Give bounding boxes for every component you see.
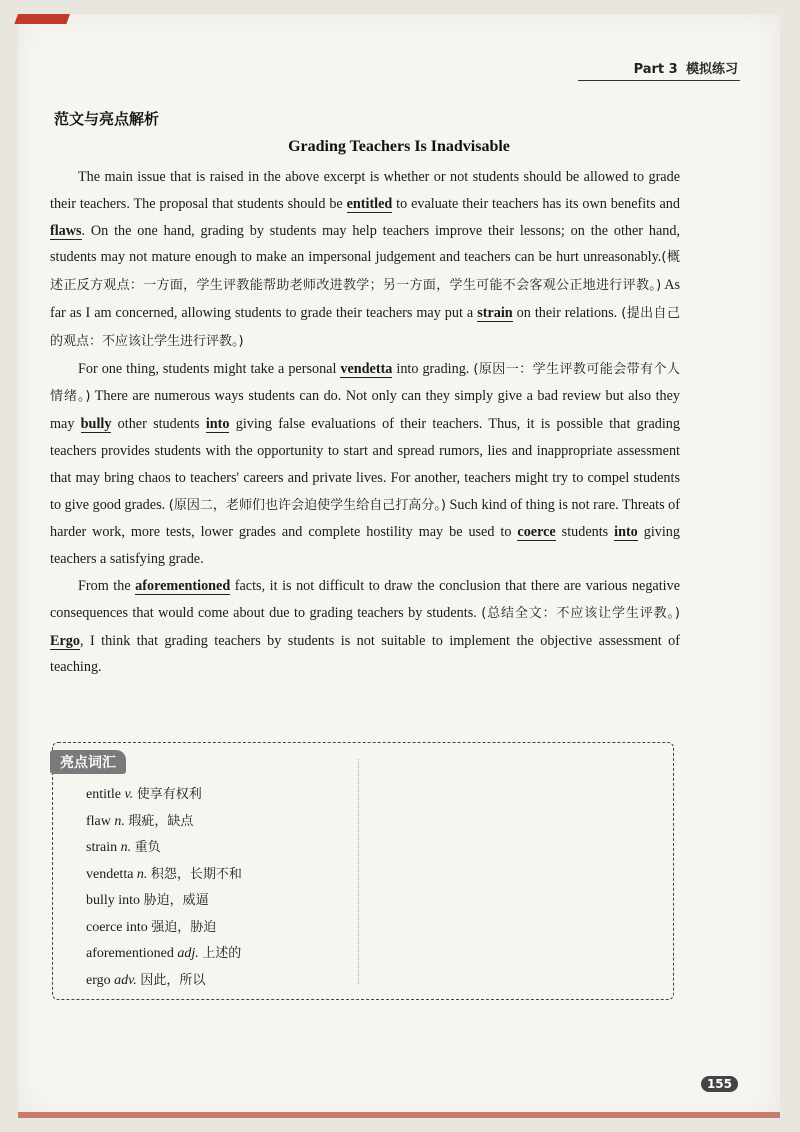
essay-title: Grading Teachers Is Inadvisable	[288, 138, 510, 155]
header-rule	[578, 80, 740, 81]
text-run: on their relations.	[512, 304, 622, 321]
vocab-word: flaw	[86, 813, 111, 829]
vocab-word: strain	[86, 840, 118, 855]
text-run: giving teachers a satisfying grade.	[50, 524, 680, 568]
chinese-annotation: (总结全文：不应该让学生评教。)	[481, 605, 680, 621]
running-head	[634, 58, 738, 77]
text-run: For one thing, students might take a personal	[78, 360, 341, 377]
text-run: The main issue that is raised in the above excerpt is whether or not students should be allowed to grade their teachers. The proposal that students should be	[50, 169, 680, 212]
vocab-pos: v.	[124, 787, 134, 802]
chinese-annotation: (概述正反方观点：一方面，学生评教能帮助老师改进教学；另一方面，学生可能不会客观公正地进行评教。)	[50, 250, 680, 294]
vocab-item	[86, 888, 242, 915]
vocab-def: 积怨，长期不和	[150, 866, 242, 882]
vocab-word: vendetta	[86, 866, 134, 882]
vocab-word: coerce into	[86, 919, 148, 935]
vocab-def: 使享有权利	[136, 787, 202, 802]
vocab-list	[86, 782, 242, 994]
vocab-item	[86, 862, 242, 889]
vocab-def: 瑕疵，缺点	[128, 813, 194, 829]
chinese-annotation: (提出自己的观点：不应该让学生进行评教。)	[50, 305, 680, 349]
vocab-pos: n.	[120, 840, 132, 855]
section-title: 范文与亮点解析	[54, 110, 160, 128]
paragraph-2	[50, 356, 680, 573]
text-run: From the	[78, 577, 136, 594]
text-run: students	[555, 524, 615, 541]
keyword-vendetta: vendetta	[340, 360, 393, 377]
vocab-word: ergo	[86, 972, 111, 988]
vocab-def: 上述的	[202, 946, 242, 961]
chinese-annotation: (原因一：学生评教可能会带有个人情绪。)	[50, 361, 680, 405]
essay-body	[50, 164, 680, 681]
text-run: to evaluate their teachers has its own benefits and	[392, 195, 680, 212]
text-run: giving false evaluations of their teachers. Thus, it is possible that grading teachers provides students with the opportunity to start and spread rumors, lies and inappropriate assessment that may bring chaos to teachers' careers and private lives. For another, teachers might try to compel students to give good grades.	[50, 416, 680, 513]
text-run: As far as I am concerned, allowing students to grade their teachers may put a	[50, 277, 681, 321]
page-number: 155	[701, 1076, 738, 1092]
vocab-def: 胁迫，威逼	[143, 893, 209, 908]
vocab-word: bully into	[86, 893, 141, 908]
chinese-annotation: (原因二，老师们也许会迫使学生给自己打高分。)	[168, 497, 446, 513]
vocab-tag: 亮点词汇	[50, 750, 126, 774]
paragraph-3	[50, 573, 680, 681]
vocab-def: 强迫，胁迫	[151, 919, 217, 935]
vocab-word: entitle	[86, 787, 121, 802]
vocab-item	[86, 809, 242, 836]
vocab-item	[86, 835, 242, 862]
book-page	[18, 14, 780, 1118]
keyword-flaws: flaws	[50, 222, 82, 239]
vocab-pos: adv.	[114, 972, 137, 988]
vocab-pos: adj.	[177, 946, 199, 961]
text-run: . On the one hand, grading by students may help teachers improve their lessons; on the other hand, students may not mature enough to make an impersonal judgement and teachers can be hurt unreasonably.	[50, 222, 680, 266]
vocab-pos: n.	[136, 866, 148, 882]
vocab-item	[86, 941, 242, 968]
keyword-ergo: Ergo	[50, 632, 80, 649]
keyword-strain: strain	[477, 304, 513, 321]
part-label: Part 3	[633, 62, 678, 77]
text-run: other students	[111, 416, 206, 433]
bottom-stripe	[18, 1112, 780, 1118]
keyword-coerce: coerce	[517, 524, 556, 541]
corner-mark	[14, 14, 70, 24]
vocab-word: aforementioned	[86, 946, 174, 961]
keyword-bully: bully	[80, 416, 112, 433]
text-run: , I think that grading teachers by students is not suitable to implement the objective assessment of teaching.	[50, 632, 680, 676]
keyword-into: into	[614, 524, 638, 541]
vocab-pos: n.	[114, 813, 125, 829]
keyword-entitled: entitled	[346, 195, 393, 212]
vocab-def: 重负	[134, 840, 161, 855]
text-run: into grading.	[392, 360, 474, 377]
section-label: 模拟练习	[685, 62, 738, 77]
keyword-into: into	[205, 416, 230, 433]
vocab-item	[86, 968, 242, 995]
text-run: Such kind of thing is not rare. Threats of harder work, more tests, lower grades and complete hostility may be used to	[50, 496, 680, 541]
divider	[358, 759, 359, 984]
text-run: There are numerous ways students can do. Not only can they simply give a bad review but also they may	[50, 388, 680, 433]
vocab-def: 因此，所以	[140, 972, 206, 988]
text-run: facts, it is not difficult to draw the conclusion that there are various negative consequences that would come about due to grading teachers by students.	[50, 577, 680, 621]
vocab-item	[86, 782, 242, 809]
keyword-aforementioned: aforementioned	[135, 577, 231, 594]
vocab-item	[86, 915, 242, 942]
paragraph-1	[50, 164, 680, 356]
